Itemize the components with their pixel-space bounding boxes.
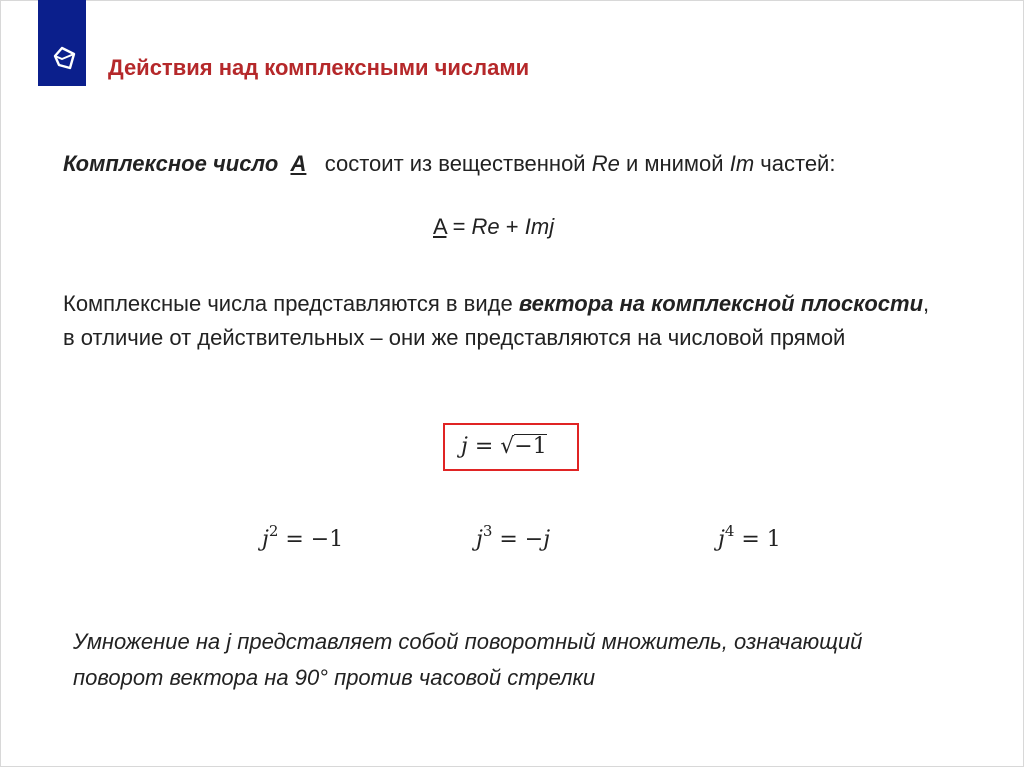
intro-symbol: A bbox=[290, 151, 307, 176]
vector-paragraph bbox=[63, 287, 943, 355]
power-exp: 4 bbox=[724, 522, 735, 540]
power-base: j bbox=[476, 527, 483, 552]
rotation-note: Умножение на j представляет собой поворотный множитель, означающий поворот вектора на 90° против часовой стрелки bbox=[73, 629, 863, 690]
power-j4 bbox=[718, 522, 781, 552]
power-rhs-var: j bbox=[543, 527, 551, 552]
vector-text-b: , в отличие от действительных – они же представляются на числовой прямой bbox=[63, 291, 930, 350]
bookmark-icon bbox=[50, 44, 78, 72]
accent-bar bbox=[38, 0, 86, 86]
power-base: j bbox=[718, 527, 725, 552]
intro-text-c: частей: bbox=[760, 151, 836, 176]
complex-form-formula bbox=[433, 214, 554, 240]
j-definition-formula bbox=[461, 434, 547, 459]
power-j3 bbox=[476, 522, 551, 552]
power-rhs: = −1 bbox=[278, 527, 344, 552]
j-eq: = √ bbox=[467, 434, 515, 459]
formula-lhs: A bbox=[433, 214, 447, 239]
power-rhs: = 1 bbox=[734, 527, 781, 552]
slide-title: Действия над комплексными числами bbox=[108, 55, 530, 80]
vector-text-a: Комплексные числа представляются в виде bbox=[63, 291, 519, 316]
power-exp: 3 bbox=[482, 522, 493, 540]
formula-plus: + bbox=[499, 214, 525, 239]
formula-re: Re bbox=[471, 214, 500, 239]
intro-re: Re bbox=[591, 151, 620, 176]
j-radicand: −1 bbox=[514, 434, 547, 459]
intro-text-a: состоит из вещественной bbox=[324, 151, 586, 176]
power-j2 bbox=[262, 522, 344, 552]
power-base: j bbox=[262, 527, 269, 552]
intro-text-b: и мнимой bbox=[625, 151, 724, 176]
power-rhs: = − bbox=[492, 527, 544, 552]
intro-im: Im bbox=[729, 151, 755, 176]
power-exp: 2 bbox=[268, 522, 279, 540]
formula-eq: = bbox=[446, 214, 472, 239]
intro-term: Комплексное число bbox=[63, 151, 279, 176]
formula-imj: Imj bbox=[524, 214, 555, 239]
j-var: j bbox=[461, 434, 468, 459]
vector-bold: вектора на комплексной плоскости bbox=[518, 291, 924, 316]
intro-paragraph bbox=[63, 151, 835, 177]
